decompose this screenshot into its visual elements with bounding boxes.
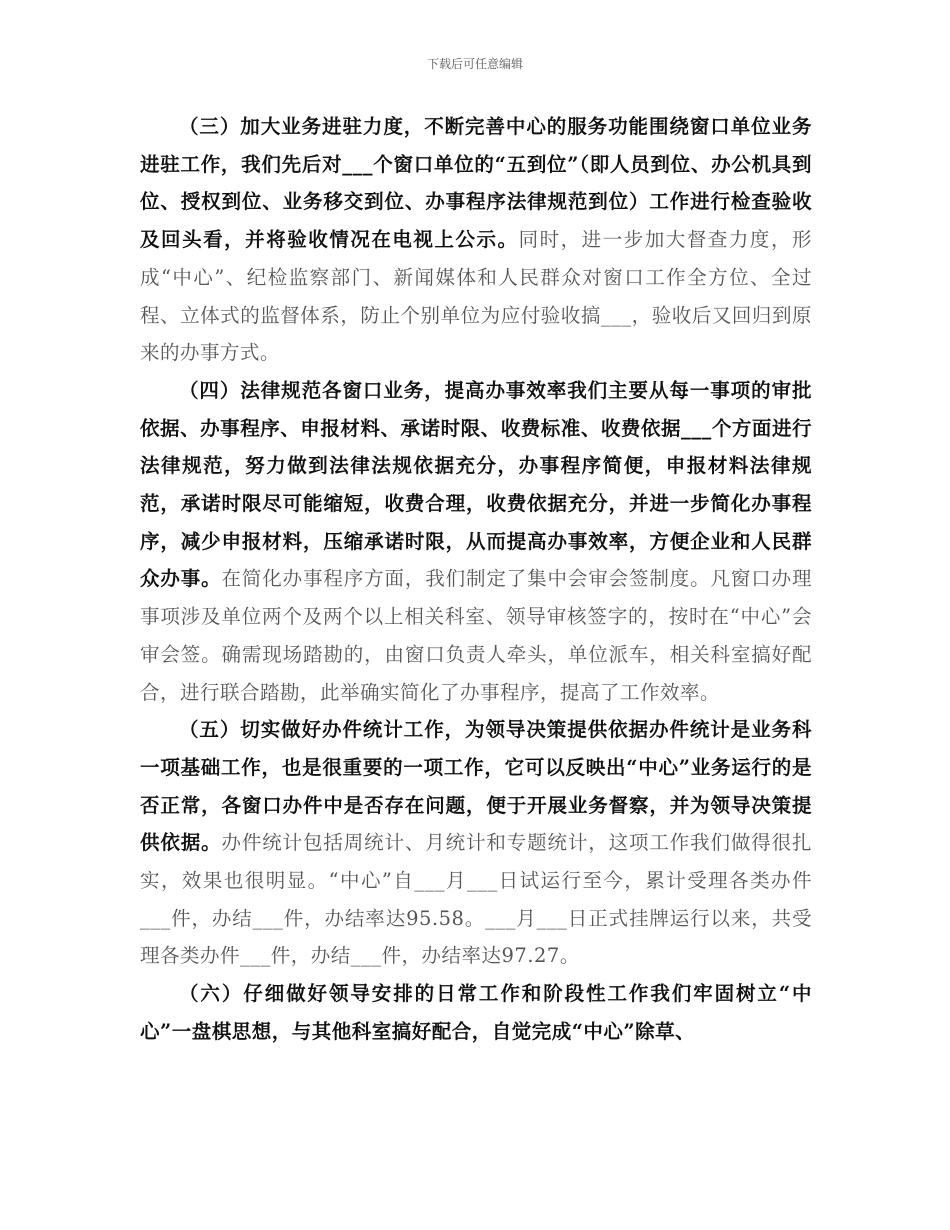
paragraph-4 — [140, 372, 812, 711]
paragraph-text: 办件统计包括周统计、月统计和专题统计，这项工作我们做得很扎实，效果也很明显。“中心”自___月___日试运行至今，累计受理各类办件___件，办结___件，办结率达95.58。___月___日正式挂牌运行以来，共受理各类办件___件，办结___件，办结率达97.27。 — [140, 831, 812, 968]
paragraph-heading: （五）切实做好办件统计工作，为领导决策提供依据办件统计是业务科一项基础工作，也是很重要的一项工作，它可以反映出“中心”业务运行的是否正常，各窗口办件中是否存在问题，便于开展业务督察，并为领导决策提供依据。 — [140, 718, 812, 855]
paragraph-text: 在简化办事程序方面，我们制定了集中会审会签制度。凡窗口办理事项涉及单位两个及两个以上相关科室、领导审核签字的，按时在“中心”会审会签。确需现场踏勘的，由窗口负责人牵头，单位派车，相关科室搞好配合，进行联合踏勘，此举确实简化了办事程序，提高了工作效率。 — [140, 567, 812, 704]
page-header: 下载后可任意编辑 — [426, 57, 523, 71]
document-body — [140, 108, 812, 1051]
paragraph-6 — [140, 975, 812, 1050]
paragraph-text: 同时，进一步加大督查力度，形成“中心”、纪检监察部门、新闻媒体和人民群众对窗口工作全方位、全过程、立体式的监督体系，防止个别单位为应付验收搞___，验收后又回归到原来的办事方式。 — [140, 228, 812, 365]
paragraph-heading: （六）仔细做好领导安排的日常工作和阶段性工作我们牢固树立“中心”一盘棋思想，与其他科室搞好配合，自觉完成“中心”除草、 — [140, 982, 812, 1043]
paragraph-heading: （四）法律规范各窗口业务，提高办事效率我们主要从每一事项的审批依据、办事程序、申报材料、承诺时限、收费标准、收费依据___个方面进行法律规范，努力做到法律法规依据充分，办事程序简便，申报材料法律规范，承诺时限尽可能缩短，收费合理，收费依据充分，并进一步简化办事程序，减少申报材料，压缩承诺时限，从而提高办事效率，方便企业和人民群众办事。 — [140, 378, 812, 591]
paragraph-5 — [140, 711, 812, 975]
paragraph-3 — [140, 108, 812, 372]
paragraph-heading: （三）加大业务进驻力度，不断完善中心的服务功能围绕窗口单位业务进驻工作，我们先后对___个窗口单位的“五到位”（即人员到位、办公机具到位、授权到位、业务移交到位、办事程序法律规范到位）工作进行检查验收及回头看，并将验收情况在电视上公示。 — [140, 115, 812, 252]
